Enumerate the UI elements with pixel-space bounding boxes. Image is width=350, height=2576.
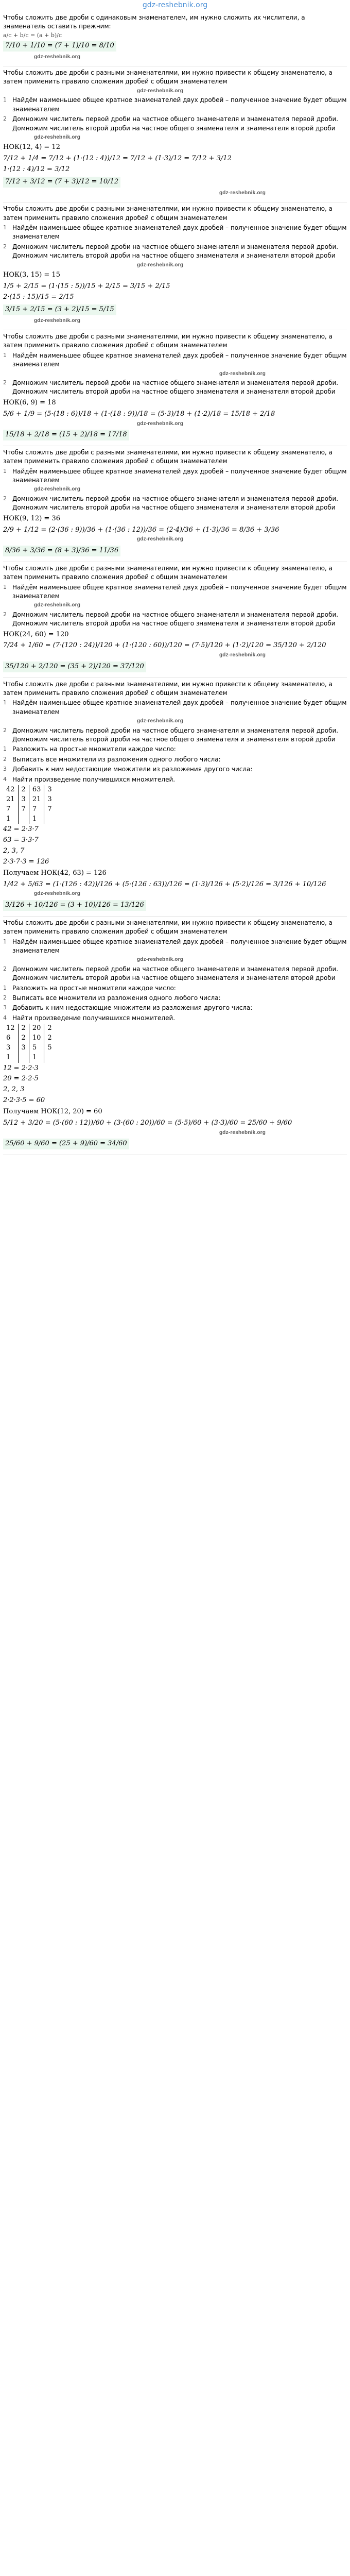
watermark: gdz-reshebnik.org: [34, 317, 81, 324]
factor-cell: 63: [29, 785, 44, 795]
detail-line: 2/9 + 1/12 = (2·(36 : 9))/36 + (1·(36 : 12))/36 = (2·4)/36 + (1·3)/36 = 8/36 + 3/36: [3, 526, 279, 534]
step-2: [3, 243, 347, 261]
result-line: 7/12 + 3/12 = (7 + 3)/12 = 10/12: [3, 177, 120, 188]
factor-cell: [18, 815, 29, 824]
factor-cell: 3: [3, 1043, 18, 1053]
lcm-step-4: [3, 775, 347, 784]
task-5: [3, 446, 347, 562]
step-number: 1: [3, 467, 7, 474]
factor-cell: 2: [18, 785, 29, 795]
detail-line: 5/12 + 3/20 = (5·(60 : 12))/60 + (3·(60 : 20))/60 = (5·5)/60 + (3·3)/60 = 25/60 + 9/60: [3, 1118, 292, 1127]
factors-line: 2, 3, 7: [3, 847, 25, 855]
detail-line: 1/5 + 2/15 = (1·(15 : 5))/15 + 2/15 = 3/15 + 2/15: [3, 282, 170, 290]
factor-cell: 20: [29, 1024, 44, 1033]
watermark: gdz-reshebnik.org: [219, 190, 266, 196]
watermark: gdz-reshebnik.org: [137, 957, 184, 963]
task-8: [3, 917, 347, 1155]
detail-line: 7/24 + 1/60 = (7·(120 : 24))/120 + (1·(120 : 60))/120 = (7·5)/120 + (1·2)/120 = 35/120 + 2/120: [3, 641, 326, 650]
step-text: Найдём наименьшее общее кратное знаменателей двух дробей – полученное значение будет общим знаменателем: [12, 583, 347, 600]
factorization: 12 = 2·2·3: [3, 1064, 39, 1072]
product-line: 2·2·3·5 = 60: [3, 1096, 45, 1105]
factorization: 42 = 2·3·7: [3, 825, 39, 834]
factor-cell: 1: [3, 1053, 18, 1063]
result-line: 3/126 + 10/126 = (3 + 10)/126 = 13/126: [3, 900, 146, 911]
result-line: 15/18 + 2/18 = (15 + 2)/18 = 17/18: [3, 430, 129, 440]
step-text: Домножим числитель первой дроби на частное общего знаменателя и знаменателя первой дроби. Домножим числитель второй дроби на частное общего знаменателя и знаменателя второй дроби: [12, 495, 339, 512]
watermark: gdz-reshebnik.org: [137, 262, 184, 268]
lcm-step-3: [3, 765, 347, 774]
task-1-equation: 7/10 + 1/10 = (7 + 1)/10 = 8/10: [3, 41, 116, 52]
lcm-step-3: [3, 1004, 347, 1012]
step-number: 3: [3, 1004, 7, 1011]
diff-intro-text: Чтобы сложить две дроби с разными знаменателями, им нужно привести к общему знаменателю, а затем применить правило сложения дробей с общим знаменателем: [3, 564, 333, 581]
result-line: 25/60 + 9/60 = (25 + 9)/60 = 34/60: [3, 1139, 129, 1149]
step-text: Домножим числитель первой дроби на частное общего знаменателя и знаменателя первой дроби. Домножим числитель второй дроби на частное общего знаменателя и знаменателя второй дроби: [12, 243, 339, 260]
detail-line: 2·(15 : 15)/15 = 2/15: [3, 293, 74, 301]
step-text: Домножим числитель первой дроби на частное общего знаменателя и знаменателя первой дроби. Домножим числитель второй дроби на частное общего знаменателя и знаменателя второй дроби: [12, 965, 339, 982]
step-2: [3, 379, 347, 397]
watermark: gdz-reshebnik.org: [34, 134, 81, 140]
watermark: gdz-reshebnik.org: [34, 486, 81, 493]
watermark: gdz-reshebnik.org: [34, 602, 81, 608]
step-text: Найти произведение получившихся множителей.: [12, 775, 176, 783]
lcm-line: НОК(24, 60) = 120: [3, 630, 69, 638]
factorization: 20 = 2·2·5: [3, 1075, 39, 1083]
step-text: Домножим числитель первой дроби на частное общего знаменателя и знаменателя первой дроби. Домножим числитель второй дроби на частное общего знаменателя и знаменателя второй дроби: [12, 379, 339, 396]
step-number: 1: [3, 224, 7, 231]
factor-cell: [44, 1053, 55, 1063]
step-text: Разложить на простые множители каждое число:: [12, 984, 176, 992]
step-number: 4: [3, 775, 7, 783]
diff-intro-text: Чтобы сложить две дроби с разными знаменателями, им нужно привести к общему знаменателю, а затем применить правило сложения дробей с общим знаменателем: [3, 919, 333, 936]
lcm-line: Получаем НОК(12, 20) = 60: [3, 1107, 102, 1115]
watermark: gdz-reshebnik.org: [34, 54, 81, 60]
step-text: Найдём наименьшее общее кратное знаменателей двух дробей – полученное значение будет общим знаменателем: [12, 96, 347, 113]
factor-cell: 7: [3, 805, 18, 815]
watermark: gdz-reshebnik.org: [137, 420, 184, 427]
task-6: [3, 562, 347, 678]
step-number: 1: [3, 984, 7, 991]
factor-cell: [44, 815, 55, 824]
step-1: [3, 583, 347, 601]
factor-cell: 3: [18, 795, 29, 805]
factor-cell: 2: [18, 1024, 29, 1033]
factor-row: [3, 1024, 55, 1033]
step-1: [3, 96, 347, 114]
step-text: Найдём наименьшее общее кратное знаменателей двух дробей – полученное значение будет общим знаменателем: [12, 699, 347, 716]
step-text: Добавить к ним недостающие множители из разложения другого числа:: [12, 766, 253, 773]
content: [0, 11, 350, 1155]
step-2: [3, 726, 347, 744]
diff-intro-text: Чтобы сложить две дроби с разными знаменателями, им нужно привести к общему знаменателю, а затем применить правило сложения дробей с общим знаменателем: [3, 69, 333, 86]
factor-cell: 3: [47, 786, 52, 794]
factorization: 63 = 3·3·7: [3, 836, 39, 844]
factor-cell: 1: [29, 815, 44, 824]
step-number: 1: [3, 583, 7, 590]
factor-cell: 10: [29, 1033, 44, 1043]
diff-intro-text: Чтобы сложить две дроби с разными знаменателями, им нужно привести к общему знаменателю, а затем применить правило сложения дробей с общим знаменателем: [3, 205, 333, 222]
factor-row: [3, 1033, 55, 1043]
step-number: 2: [3, 379, 7, 386]
step-number: 1: [3, 745, 7, 753]
product-line: 2·3·7·3 = 126: [3, 857, 49, 866]
factor-cell: 12: [3, 1024, 18, 1033]
step-2: [3, 115, 347, 133]
step-2: [3, 965, 347, 983]
step-number: 2: [3, 115, 7, 123]
factor-cell: 1: [29, 1053, 44, 1063]
step-number: 4: [3, 1014, 7, 1021]
factor-cell: 2: [47, 1024, 52, 1032]
step-text: Найдём наименьшее общее кратное знаменателей двух дробей – полученное значение будет общим знаменателем: [12, 351, 347, 368]
detail-line: 1/42 + 5/63 = (1·(126 : 42))/126 + (5·(126 : 63))/126 = (1·3)/126 + (5·2)/126 = 3/126 + 10/126: [3, 880, 326, 888]
lcm-step-2: [3, 994, 347, 1003]
step-number: 3: [3, 766, 7, 773]
factor-cell: 6: [3, 1033, 18, 1043]
step-number: 2: [3, 243, 7, 250]
factor-cell: 42: [3, 785, 18, 795]
factors-line: 2, 2, 3: [3, 1086, 25, 1094]
lcm-step-1: [3, 984, 347, 993]
step-1: [3, 467, 347, 485]
watermark: gdz-reshebnik.org: [137, 88, 184, 94]
factor-row: [3, 795, 55, 805]
step-text: Разложить на простые множители каждое число:: [12, 745, 176, 753]
step-text: Найдём наименьшее общее кратное знаменателей двух дробей – полученное значение будет общим знаменателем: [12, 224, 347, 241]
diff-intro-text: Чтобы сложить две дроби с разными знаменателями, им нужно привести к общему знаменателю, а затем применить правило сложения дробей с общим знаменателем: [3, 448, 333, 465]
lcm-line: НОК(3, 15) = 15: [3, 271, 60, 279]
task-4: [3, 330, 347, 446]
step-1: [3, 351, 347, 369]
factor-cell: 2: [47, 1034, 52, 1042]
factor-cell: 7: [18, 805, 29, 815]
step-number: 2: [3, 495, 7, 502]
factor-cell: 5: [29, 1043, 44, 1053]
step-text: Найти произведение получившихся множителей.: [12, 1014, 176, 1022]
step-1: [3, 938, 347, 956]
detail-line: 7/12 + 1/4 = 7/12 + (1·(12 : 4))/12 = 7/12 + (1·3)/12 = 7/12 + 3/12: [3, 155, 232, 163]
lcm-step-2: [3, 755, 347, 764]
step-number: 2: [3, 994, 7, 1002]
lcm-line: НОК(12, 4) = 12: [3, 143, 60, 151]
watermark: gdz-reshebnik.org: [34, 891, 81, 897]
factor-row: [3, 1043, 55, 1053]
factor-row: [3, 815, 55, 824]
diff-intro-text: Чтобы сложить две дроби с разными знаменателями, им нужно привести к общему знаменателю, а затем применить правило сложения дробей с общим знаменателем: [3, 333, 333, 349]
step-text: Найдём наименьшее общее кратное знаменателей двух дробей – полученное значение будет общим знаменателем: [12, 938, 347, 954]
step-text: Выписать все множители из разложения одного любого числа:: [12, 755, 221, 763]
site-header: [0, 0, 350, 11]
watermark: gdz-reshebnik.org: [137, 536, 184, 543]
watermark: gdz-reshebnik.org: [137, 718, 184, 724]
intro-text: Чтобы сложить две дроби с одинаковым знаменателем, им нужно сложить их числители, а знаменатель оставить прежним:: [3, 14, 305, 30]
step-1: [3, 699, 347, 717]
factor-cell: 21: [3, 795, 18, 805]
detail-line: 5/6 + 1/9 = (5·(18 : 6))/18 + (1·(18 : 9))/18 = (5·3)/18 + (1·2)/18 = 15/18 + 2/18: [3, 410, 275, 418]
step-text: Добавить к ним недостающие множители из разложения другого числа:: [12, 1004, 253, 1012]
factor-cell: 3: [47, 795, 52, 803]
lcm-line: Получаем НОК(42, 63) = 126: [3, 869, 107, 877]
watermark: gdz-reshebnik.org: [219, 1129, 266, 1136]
lcm-line: НОК(9, 12) = 36: [3, 514, 60, 522]
factor-table: [3, 1024, 55, 1062]
step-number: 1: [3, 699, 7, 706]
factor-row: [3, 1053, 55, 1063]
site-logo-link[interactable]: gdz-reshebnik.org: [142, 1, 208, 9]
result-line: 35/120 + 2/120 = (35 + 2)/120 = 37/120: [3, 662, 146, 672]
factor-row: [3, 785, 55, 795]
step-number: 1: [3, 938, 7, 945]
diff-intro-text: Чтобы сложить две дроби с разными знаменателями, им нужно привести к общему знаменателю, а затем применить правило сложения дробей с общим знаменателем: [3, 680, 333, 697]
detail-line: 1·(12 : 4)/12 = 3/12: [3, 165, 70, 174]
factor-cell: 2: [18, 1033, 29, 1043]
step-1: [3, 224, 347, 242]
step-text: Найдём наименьшее общее кратное знаменателей двух дробей – полученное значение будет общим знаменателем: [12, 467, 347, 484]
result-line: 3/15 + 2/15 = (3 + 2)/15 = 5/15: [3, 304, 116, 315]
factor-cell: 7: [29, 805, 44, 815]
step-text: Домножим числитель первой дроби на частное общего знаменателя и знаменателя первой дроби. Домножим числитель второй дроби на частное общего знаменателя и знаменателя второй дроби: [12, 611, 339, 628]
step-text: Домножим числитель первой дроби на частное общего знаменателя и знаменателя первой дроби. Домножим числитель второй дроби на частное общего знаменателя и знаменателя второй дроби: [12, 115, 339, 132]
task-2: [3, 66, 347, 202]
factor-cell: [18, 1053, 29, 1063]
step-text: Домножим числитель первой дроби на частное общего знаменателя и знаменателя первой дроби. Домножим числитель второй дроби на частное общего знаменателя и знаменателя второй дроби: [12, 726, 339, 743]
result-line: 8/36 + 3/36 = (8 + 3)/36 = 11/36: [3, 546, 120, 556]
lcm-line: НОК(6, 9) = 18: [3, 398, 56, 406]
watermark: gdz-reshebnik.org: [219, 652, 266, 658]
factor-row: [3, 805, 55, 815]
task-1: [3, 11, 347, 66]
factor-cell: 21: [29, 795, 44, 805]
step-number: 2: [3, 965, 7, 972]
factor-cell: 5: [47, 1043, 52, 1052]
step-text: Выписать все множители из разложения одного любого числа:: [12, 994, 221, 1002]
step-number: 1: [3, 351, 7, 359]
watermark: gdz-reshebnik.org: [219, 370, 266, 377]
step-2: [3, 495, 347, 513]
task-7: [3, 678, 347, 917]
rule-formula: a/c + b/c = (a + b)/c: [3, 31, 62, 39]
factor-cell: 7: [47, 805, 52, 813]
step-number: 2: [3, 755, 7, 762]
step-number: 1: [3, 96, 7, 104]
factor-cell: 3: [18, 1043, 29, 1053]
step-number: 2: [3, 611, 7, 618]
step-number: 2: [3, 726, 7, 734]
factor-cell: 1: [3, 815, 18, 824]
lcm-step-1: [3, 745, 347, 754]
step-2: [3, 611, 347, 629]
factor-table: [3, 785, 55, 824]
task-3: [3, 202, 347, 330]
lcm-step-4: [3, 1014, 347, 1023]
